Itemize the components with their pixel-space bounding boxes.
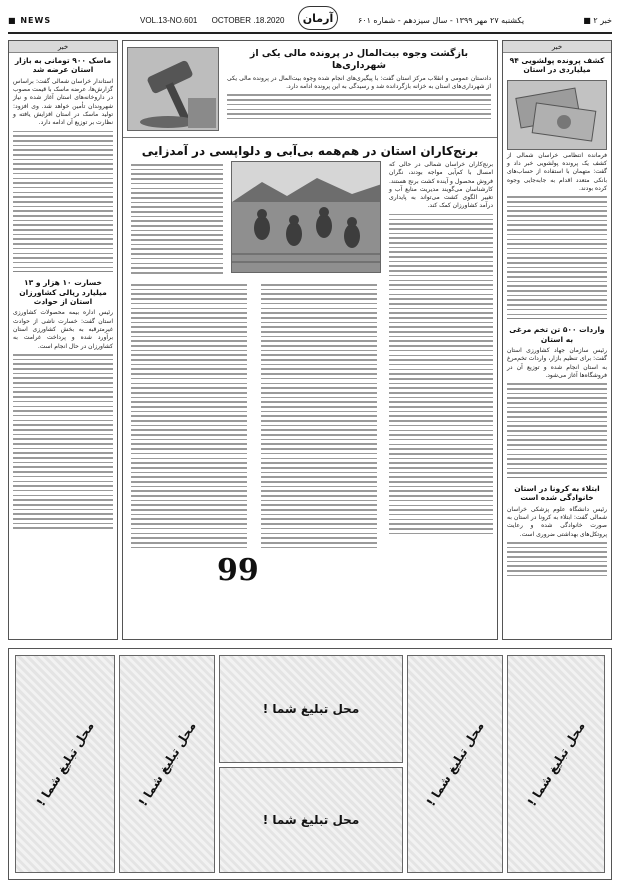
column-label: خبر bbox=[503, 41, 611, 53]
story-divider bbox=[13, 271, 113, 272]
masthead bbox=[8, 4, 612, 34]
section-label: ■ NEWS bbox=[8, 16, 52, 25]
right-column bbox=[502, 40, 612, 640]
feature-body-continued bbox=[127, 281, 251, 551]
story-body: دادستان عمومی و انقلاب مرکز استان گفت: با پیگیری‌های انجام شده وجوه بیت‌المال در پرونده مالی یکی از شهرداری‌های استان به خزانه بازگردانده شد و رسیدگی به این پرونده ادامه دارد. bbox=[227, 74, 491, 91]
feature-body-continued bbox=[127, 164, 227, 273]
story-divider bbox=[507, 477, 607, 478]
feature-body-continued bbox=[257, 281, 381, 551]
volume-number: VOL.13-NO.601 bbox=[140, 16, 198, 25]
ad-slot-2[interactable] bbox=[119, 655, 215, 873]
ad-label: محل تبلیغ شما ! bbox=[33, 719, 97, 809]
column-label: خبر bbox=[9, 41, 117, 53]
ad-slot-3[interactable] bbox=[219, 655, 403, 763]
story-divider bbox=[123, 137, 497, 138]
story-body-continued bbox=[503, 383, 611, 474]
quote-mark: 99 bbox=[217, 553, 259, 588]
ad-slot-1[interactable] bbox=[15, 655, 115, 873]
story-headline: کشف پرونده پولشویی ۹۴ میلیاردی در استان bbox=[509, 56, 605, 75]
feature-body-continued bbox=[385, 214, 497, 534]
gavel-photo bbox=[127, 47, 219, 131]
story-body-continued bbox=[9, 131, 117, 269]
story-headline: ابتلاء به کرونا در استان خانوادگی شده است bbox=[514, 483, 600, 503]
rice-field-icon bbox=[232, 162, 381, 273]
story-body: رئیس اداره بیمه محصولات کشاورزی استان گفت: خسارت ناشی از حوادث غیرمترقبه به بخش کشاورزی استان برآورد شده و پرداخت غرامت به کشاورزان در حال انجام است. bbox=[13, 309, 113, 350]
rice-field-photo bbox=[231, 161, 381, 273]
ad-label: محل تبلیغ شما ! bbox=[262, 813, 360, 827]
story-body-continued bbox=[223, 94, 495, 119]
story-divider bbox=[507, 318, 607, 319]
middle-column bbox=[122, 40, 498, 640]
story-body: فرمانده انتظامی خراسان شمالی از کشف یک پرونده پولشویی خبر داد و گفت: متهمان با استفاده از حساب‌های بانکی متعدد اقدام به جابه‌جایی وجوه کرده بودند. bbox=[507, 151, 607, 192]
story-body-continued bbox=[503, 196, 611, 315]
issue-meta bbox=[140, 16, 296, 25]
ad-label: محل تبلیغ شما ! bbox=[135, 719, 199, 809]
persian-date: یکشنبه ۲۷ مهر ۱۳۹۹ - سال سیزدهم - شماره ۶۰۱ bbox=[358, 16, 525, 25]
story-headline: ماسک ۹۰۰ تومانی به بازار استان عرضه شد bbox=[14, 56, 112, 75]
gavel-icon bbox=[128, 48, 219, 131]
ad-label: محل تبلیغ شما ! bbox=[524, 719, 588, 809]
feature-headline: برنج‌کاران استان در هم‌همه بی‌آبی و دلواپسی در آمدزایی bbox=[141, 144, 479, 158]
story-body: رئیس دانشگاه علوم پزشکی خراسان شمالی گفت: ابتلاء به کرونا در استان به صورت خانوادگی شده و رعایت پروتکل‌های بهداشتی ضروری است. bbox=[507, 505, 607, 538]
story-headline: بازگشت وجوه بیت‌المال در پرونده مالی یکی از شهرداری‌ها bbox=[249, 48, 469, 71]
feature-body: برنج‌کاران خراسان شمالی در حالی که امسال با کم‌آبی مواجه بودند، نگران فروش محصول و آینده کشت برنج هستند. کارشناسان می‌گویند مدیریت منابع آب و تغییر الگوی کشت می‌تواند به پایداری درآمد کشاورزان کمک کند. bbox=[389, 161, 493, 210]
ad-label: محل تبلیغ شما ! bbox=[423, 719, 487, 809]
money-photo bbox=[507, 80, 607, 150]
page-number: خبر ۲ ■ bbox=[583, 16, 612, 25]
advertising-section bbox=[8, 648, 612, 880]
story-headline: خسارت ۱۰ هزار و ۱۳ میلیارد ریالی کشاورزان استان از حوادث bbox=[19, 278, 107, 306]
ad-label: محل تبلیغ شما ! bbox=[262, 702, 360, 716]
ad-slot-5[interactable] bbox=[407, 655, 503, 873]
banknotes-icon bbox=[508, 81, 607, 150]
newspaper-logo: آرمان bbox=[298, 6, 338, 30]
ad-slot-4[interactable] bbox=[219, 767, 403, 873]
story-body-continued bbox=[503, 542, 611, 576]
story-body-continued bbox=[9, 354, 117, 529]
story-body: رئیس سازمان جهاد کشاورزی استان گفت: برای تنظیم بازار، واردات تخم‌مرغ به استان انجام شده و توزیع آن در فروشگاه‌ها آغاز می‌شود. bbox=[507, 346, 607, 379]
header-divider bbox=[8, 32, 612, 34]
left-column bbox=[8, 40, 118, 640]
ad-slot-6[interactable] bbox=[507, 655, 605, 873]
story-body: استاندار خراسان شمالی گفت: براساس گزارش‌ها، عرضه ماسک با قیمت مصوب در داروخانه‌های استان آغاز شده و نیاز شهروندان تأمین خواهد شد. وی افزود: تولید ماسک در استان افزایش یافته و نظارت بر توزیع آن ادامه دارد. bbox=[13, 77, 113, 127]
english-date: OCTOBER .18.2020 bbox=[211, 16, 285, 25]
story-headline: واردات ۵۰۰ تن تخم مرغی به استان bbox=[509, 325, 605, 344]
